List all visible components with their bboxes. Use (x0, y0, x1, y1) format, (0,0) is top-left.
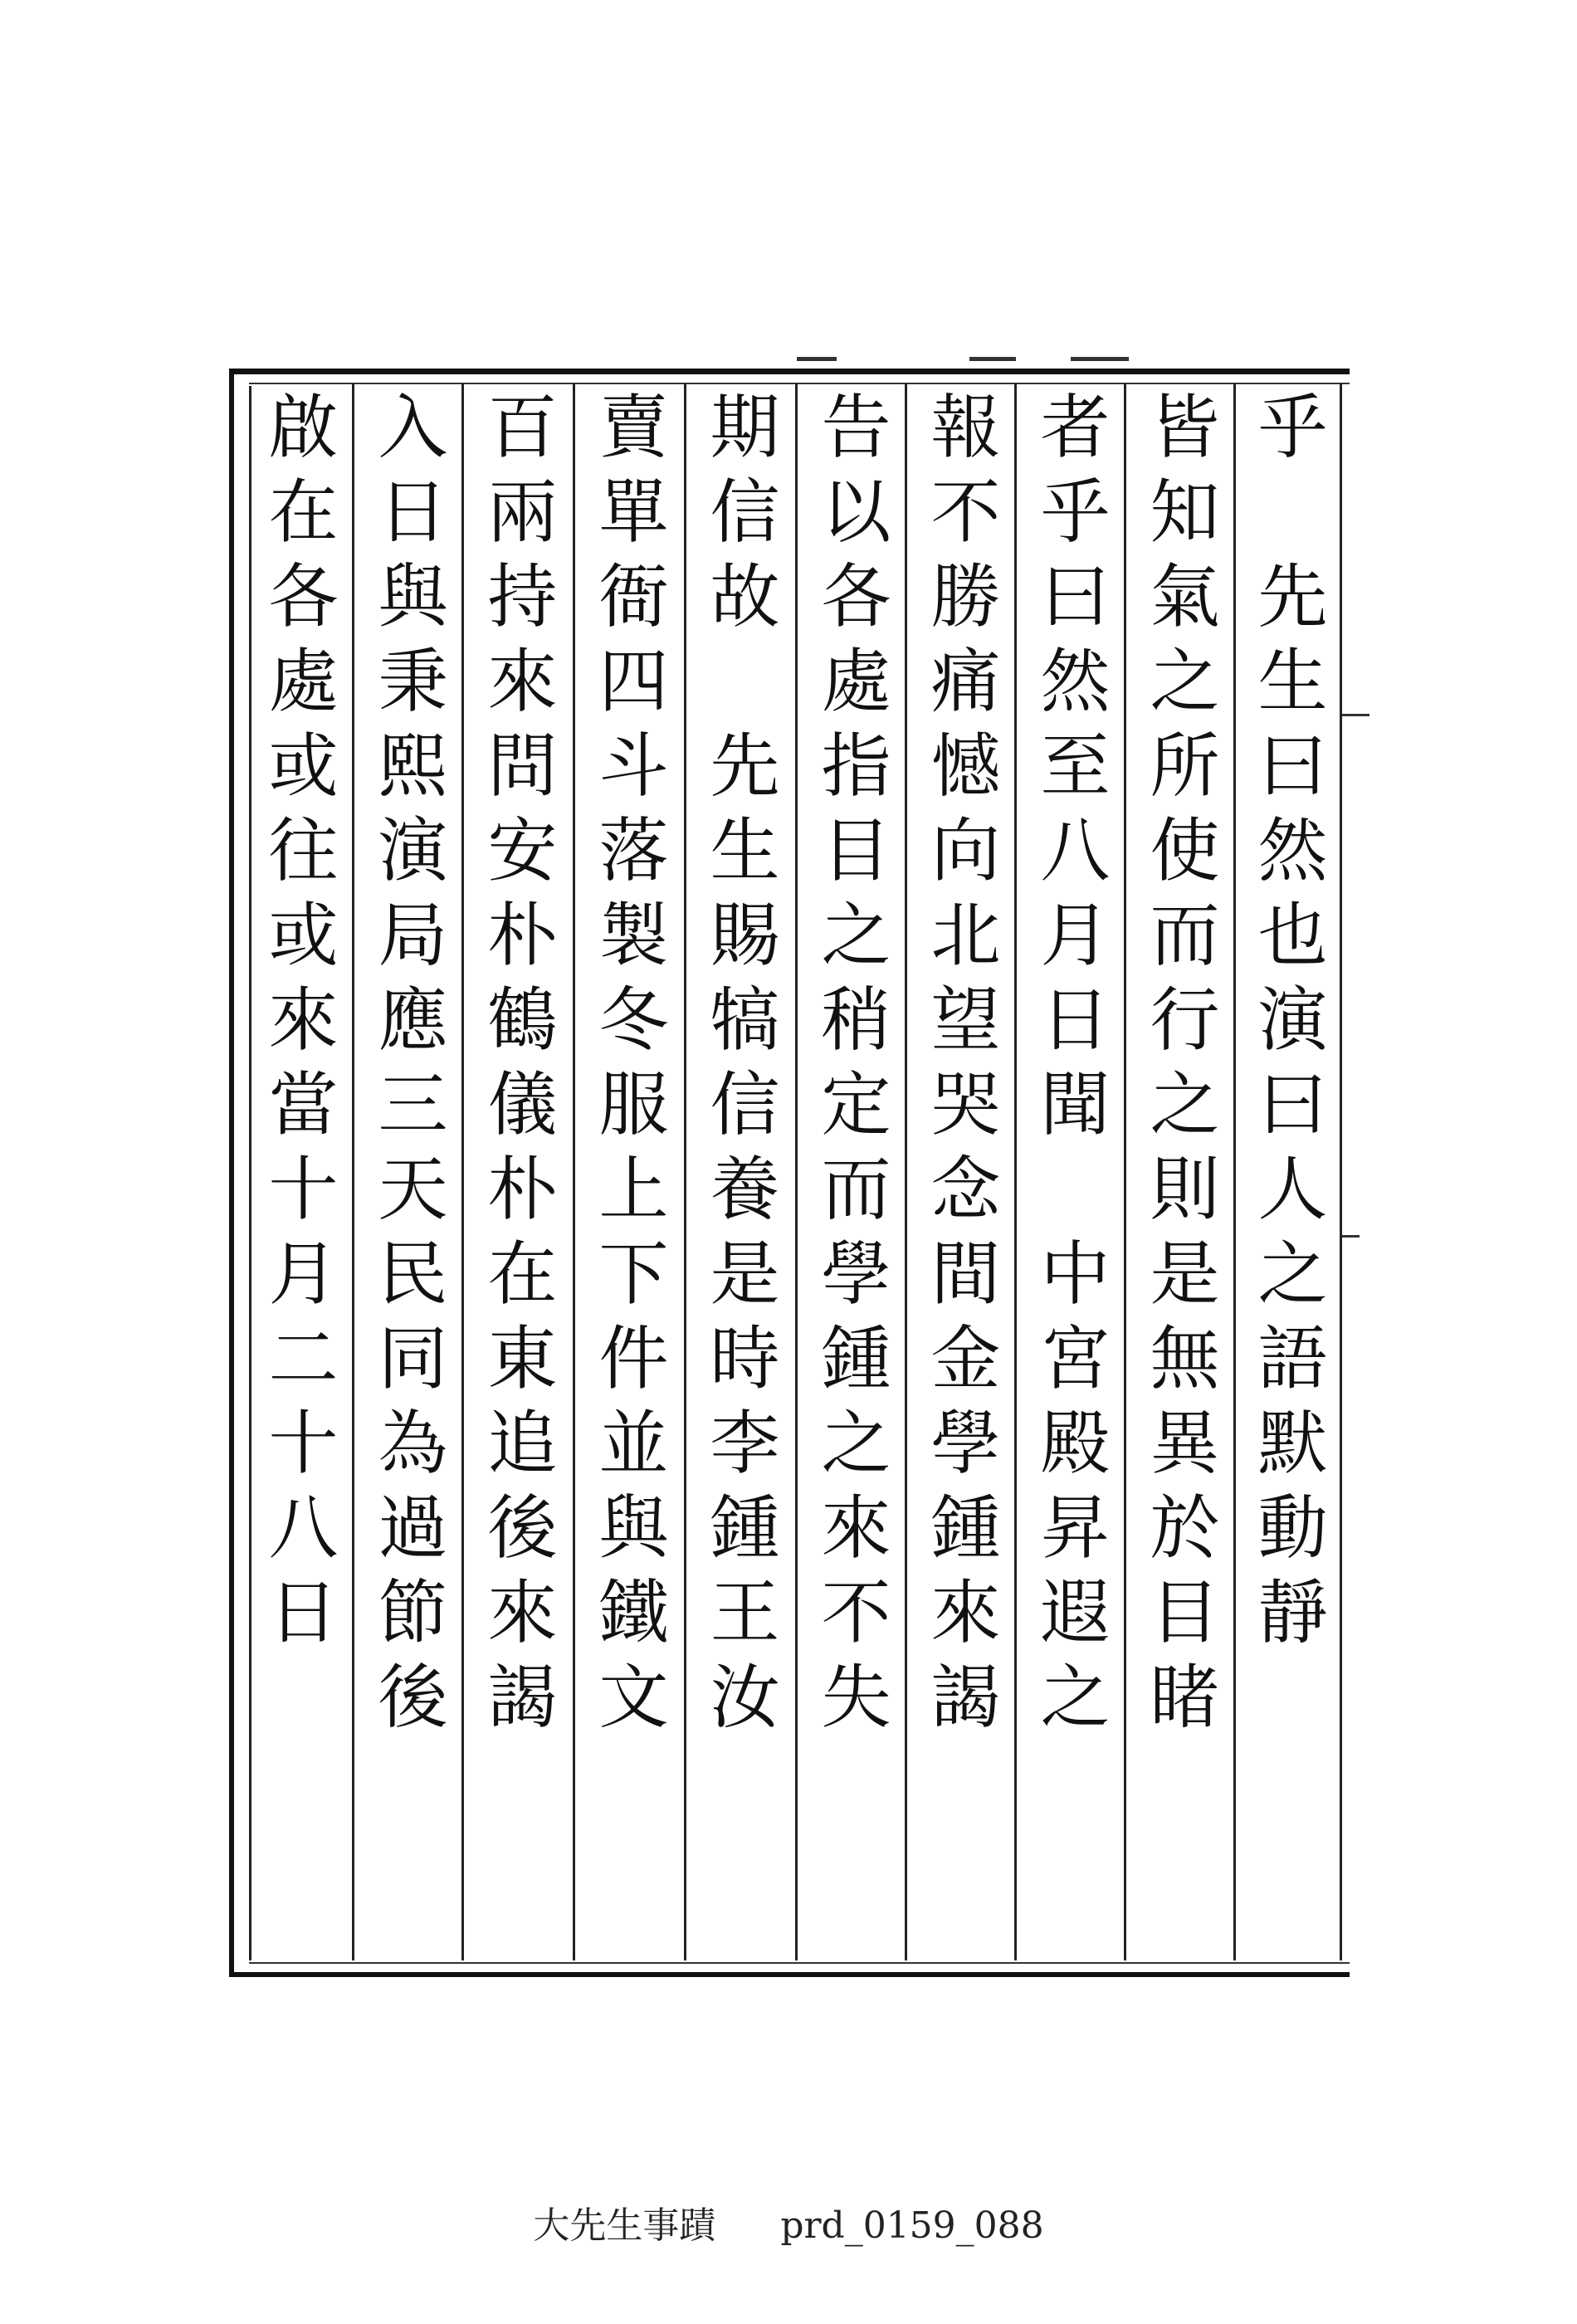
text-column (579, 390, 677, 1959)
column-rule (461, 383, 464, 1960)
text-column (249, 390, 347, 1959)
top-edge-mark (797, 357, 837, 361)
footer-code: prd_0159_088 (780, 2204, 1044, 2247)
text-line: 皆知氣之所使而行之則是無異於目睹 (1139, 390, 1220, 1745)
text-column (468, 390, 566, 1959)
text-line: 啟在各處或往或來當十月二十八日 (257, 390, 339, 1660)
text-column (1021, 390, 1119, 1959)
column-rule (795, 383, 798, 1960)
margin-mark (1340, 714, 1370, 716)
text-line: 乎 先生曰然也演曰人之語默動靜 (1247, 390, 1328, 1660)
text-line: 報不勝痛憾向北望哭念間金學鍾來謁 (920, 390, 1001, 1745)
text-line: 者乎曰然至八月日聞 中宮殿昇遐之 (1029, 390, 1111, 1745)
frame-inner-rule (249, 383, 1350, 384)
column-rule (1124, 383, 1126, 1960)
text-column (802, 390, 900, 1959)
column-rule (684, 383, 686, 1960)
column-rule (1014, 383, 1017, 1960)
text-column (1238, 390, 1336, 1959)
text-column (359, 390, 456, 1959)
page-footer (0, 2195, 1577, 2248)
text-line: 期信故 先生賜犒信養是時李鍾王汝 (699, 390, 780, 1745)
frame-inner-rule (249, 1962, 1350, 1964)
column-rule (573, 383, 575, 1960)
column-rule (352, 383, 354, 1960)
margin-mark (1340, 1235, 1360, 1238)
top-edge-mark (1071, 357, 1129, 361)
column-rule (1233, 383, 1236, 1960)
column-rule (1340, 383, 1342, 1960)
top-edge-mark (969, 357, 1016, 361)
text-column (1130, 390, 1228, 1959)
footer-title: 大先生事蹟 (533, 2204, 716, 2247)
text-line: 賣單衙四斗落製冬服上下件並與鐵文 (588, 390, 669, 1745)
text-line: 百兩持來問安朴鶴儀朴在東追後來謁 (476, 390, 558, 1745)
text-line: 告以各處指目之稍定而學鍾之來不失 (810, 390, 891, 1745)
text-line: 入日與秉熙演局應三天民同為過節後 (367, 390, 448, 1745)
text-column (911, 390, 1009, 1959)
text-column (691, 390, 788, 1959)
column-rule (905, 383, 907, 1960)
